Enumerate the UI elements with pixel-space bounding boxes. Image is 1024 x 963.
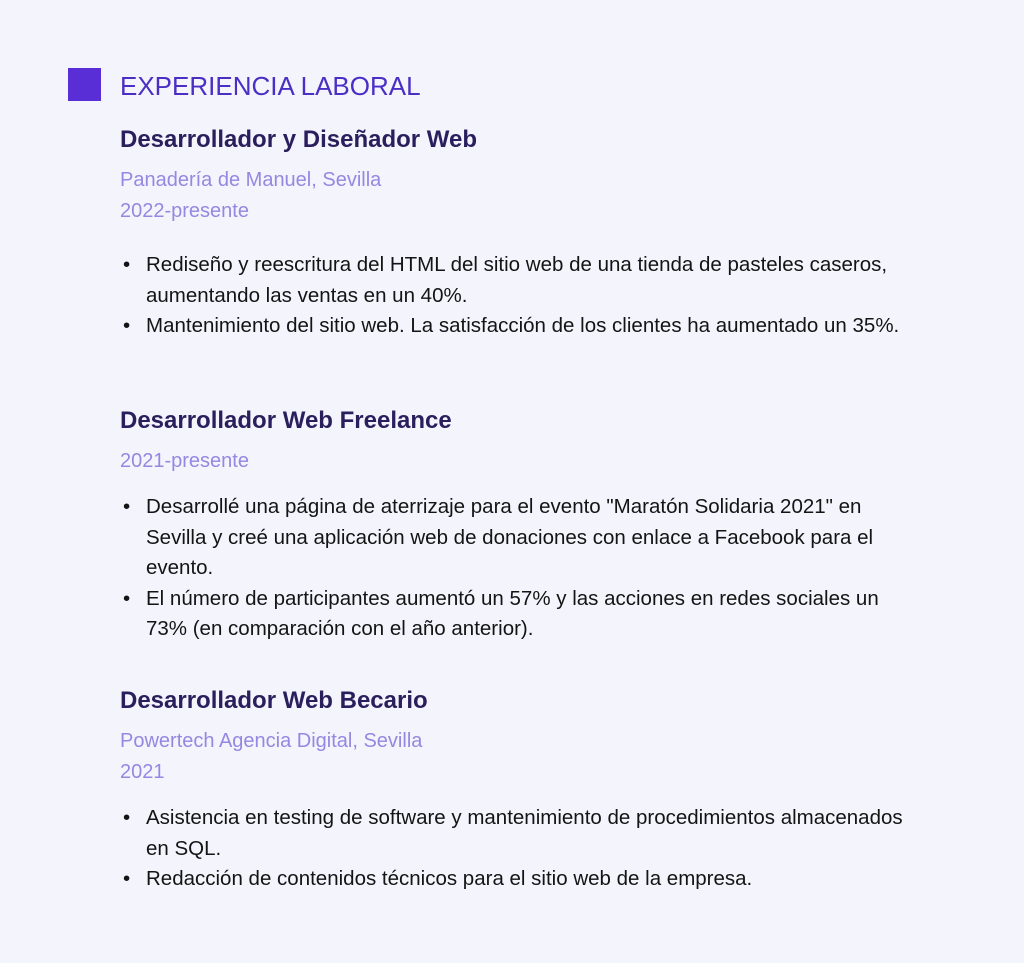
bullet-icon: • bbox=[123, 495, 131, 518]
job-entry bbox=[120, 403, 960, 645]
job-bullets bbox=[120, 803, 920, 895]
job-company: Powertech Agencia Digital, Sevilla bbox=[120, 730, 423, 752]
job-title: Desarrollador y Diseñador Web bbox=[120, 126, 477, 153]
bullet-icon: • bbox=[123, 253, 131, 276]
bullet-text: Rediseño y reescritura del HTML del sitio web de una tienda de pasteles caseros, aumentando las ventas en un 40%. bbox=[146, 253, 888, 307]
bullet-icon: • bbox=[123, 806, 131, 829]
section-marker-icon bbox=[68, 68, 101, 101]
job-entry bbox=[120, 683, 960, 895]
list-item bbox=[120, 492, 920, 584]
bullet-icon: • bbox=[123, 314, 131, 337]
bullet-text: Asistencia en testing de software y mantenimiento de procedimientos almacenados en SQL. bbox=[146, 806, 903, 860]
list-item bbox=[120, 584, 920, 645]
bullet-icon: • bbox=[123, 867, 131, 890]
job-title: Desarrollador Web Freelance bbox=[120, 407, 452, 434]
job-company: Panadería de Manuel, Sevilla bbox=[120, 169, 382, 191]
job-bullets bbox=[120, 250, 920, 342]
section-heading: EXPERIENCIA LABORAL bbox=[120, 71, 421, 101]
list-item bbox=[120, 311, 920, 342]
list-item bbox=[120, 803, 920, 864]
job-dates: 2022-presente bbox=[120, 200, 249, 222]
bullet-text: Mantenimiento del sitio web. La satisfacción de los clientes ha aumentado un 35%. bbox=[146, 314, 900, 337]
list-item bbox=[120, 250, 920, 311]
job-dates: 2021 bbox=[120, 761, 165, 783]
bullet-text: El número de participantes aumentó un 57% y las acciones en redes sociales un 73% (en comparación con el año anterior). bbox=[146, 586, 879, 640]
job-entry bbox=[120, 122, 960, 342]
job-bullets bbox=[120, 492, 920, 645]
bullet-text: Desarrollé una página de aterrizaje para el evento "Maratón Solidaria 2021" en Sevilla y creé una aplicación web de donaciones con enlace a Facebook para el evento. bbox=[146, 495, 874, 579]
bullet-icon: • bbox=[123, 586, 131, 610]
job-dates: 2021-presente bbox=[120, 450, 249, 472]
job-title: Desarrollador Web Becario bbox=[120, 687, 428, 714]
list-item bbox=[120, 864, 920, 895]
bullet-text: Redacción de contenidos técnicos para el sitio web de la empresa. bbox=[146, 867, 753, 890]
